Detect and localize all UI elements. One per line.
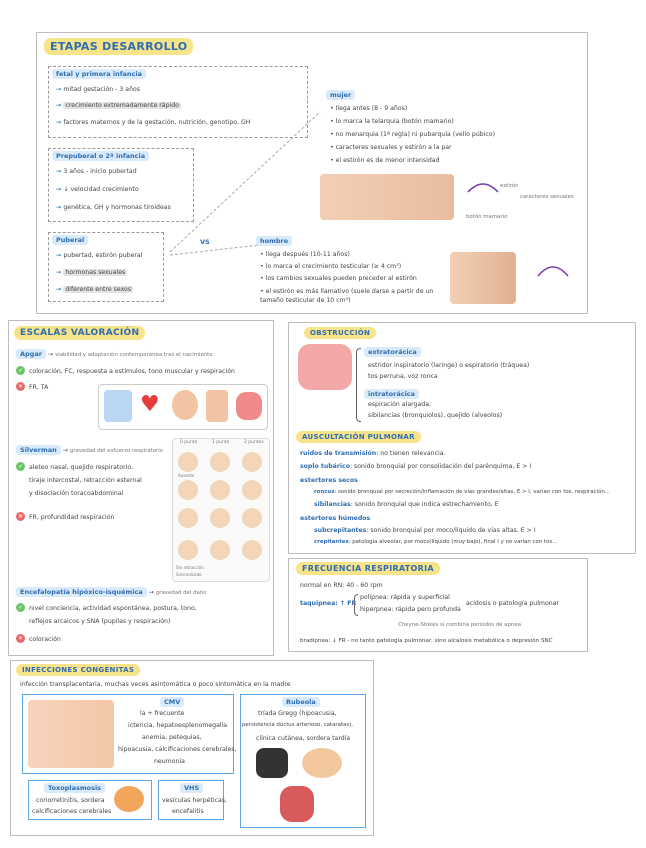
mujer-item: • lo marca la telarquia (botón mamario) [330, 118, 454, 125]
frecuencia-polipnea: polipnea: rápida y superficial [360, 594, 450, 601]
silverman-cell [178, 480, 198, 500]
intratoracica-label: intratorácica [364, 389, 419, 399]
silverman-ok: tiraje intercostal, retracción esternal [29, 477, 142, 484]
cmv-item: neumonía [154, 758, 185, 765]
ausc-line: soplo tubárico: sonido bronquial por consolidación del parénquima, E > I [300, 463, 532, 470]
ausc-line: roncus: sonido bronquial por secreción/inflamación de vías grandes/altas, E > I, varían con tos, respiración... [314, 489, 610, 495]
silverman-cell [242, 508, 262, 528]
heart-icon: ♥ [140, 392, 160, 417]
silverman-cell [210, 480, 230, 500]
obstruccion-title: OBSTRUCCIÓN [304, 327, 376, 339]
encefalopatia-line: Encefalopatía hipóxico-isquémica → gravedad del daño [16, 588, 207, 596]
cmv-item: ictericia, hepatoesplenomegalia [128, 722, 228, 729]
silverman-row: Ausente [178, 473, 195, 478]
face-icon [172, 390, 198, 420]
lungs-illustration [298, 344, 352, 390]
silverman-cell [242, 480, 262, 500]
silverman-no: FR, profundidad respiración [29, 514, 115, 521]
mujer-item: • caracteres sexuales y estirón a la par [330, 144, 452, 151]
vs-label: VS [200, 238, 210, 246]
vhs-item: vesículas herpéticas, [162, 797, 227, 804]
ausc-line: sibilancias: sonido bronquial que indica estrechamiento, E [314, 501, 499, 508]
rubeola-item: persistencia ductus arterioso, cataratas), [242, 722, 353, 728]
cross-icon: ✕ [17, 635, 24, 642]
ausc-line: crepitantes: patología alveolar, por moco/líquido (muy bajo), final I y no varían con tos... [314, 539, 558, 545]
mujer-item: • no menarquia (1ª regla) ni pubarquía (vello púbico) [330, 131, 495, 138]
cmv-label: CMV [160, 697, 184, 707]
encefalopatia-ok: reflejos arcaicos y SNA (pupilas y respiración) [29, 618, 171, 625]
etapas-title: ETAPAS DESARROLLO [44, 38, 193, 55]
deaf-icon [256, 748, 288, 778]
ausc-line: subcrepitantes: sonido bronquial por moco/líquido de vías altas. E > I [314, 527, 536, 534]
cmv-item: hipoacusia, calcificaciones cerebrales, [118, 746, 237, 753]
prepuberal-item: → 3 años - inicio pubertad [56, 168, 137, 175]
toxo-item: coriorretinitis, sordera [36, 797, 105, 804]
extratoracica-item: estridor inspiratorio (laringe) o espiratorio (tráquea) [368, 362, 530, 369]
puberal-item: → diferente entre sexos [56, 286, 132, 293]
ausc-line: ruidos de transmisión: no tienen relevancia. [300, 450, 446, 457]
frecuencia-bradipnea: bradipnea: ↓ FR - no tanto patología pulmonar, sino alcalosis metabólica o depresión SNC [300, 638, 553, 644]
growth-curve-icon [466, 180, 500, 194]
puberal-item: → hormonas sexuales [56, 269, 126, 276]
infecciones-intro: infección transplacentaria, muchas veces asintomática o poco sintomática en la madre [20, 681, 291, 688]
check-icon: ✓ [17, 604, 24, 611]
hombre-item: • lo marca el crecimiento testicular (≥ 4 cm³) [260, 263, 402, 270]
puberal-item: → pubertad, estirón puberal [56, 252, 143, 259]
silverman-cell [242, 452, 262, 472]
cross-icon: ✕ [17, 513, 24, 520]
silverman-row: Sincronizado [176, 572, 202, 577]
silverman-line: Silverman → gravedad del esfuerzo respiratorio [16, 446, 163, 454]
fetal-item: → mitad gestación - 3 años [56, 86, 140, 93]
fetal-item: → crecimiento extremadamente rápido [56, 102, 179, 109]
hombre-item: • llega después (10-11 años) [260, 251, 350, 258]
mujer-legend: botón mamario [466, 214, 508, 220]
fetal-label: fetal y primera infancia [52, 69, 146, 79]
silverman-cell [210, 540, 230, 560]
silverman-cell [210, 508, 230, 528]
rubeola-item: clínica cutánea, sordera tardía [256, 735, 351, 742]
extratoracica-label: extratorácica [364, 347, 421, 357]
prepuberal-item: → ↓ velocidad crecimiento [56, 186, 139, 193]
infant-icon [206, 390, 228, 422]
lungs-icon [236, 392, 262, 420]
rubeola-item: tríada Gregg (hipoacusia, [258, 710, 337, 717]
hombre-item: • los cambios sexuales pueden preceder al estirón [260, 275, 417, 282]
silverman-cell [178, 540, 198, 560]
female-torso-illustration [320, 174, 454, 220]
frecuencia-right: acidosis o patología pulmonar [466, 600, 559, 607]
mujer-item: • el estirón es de menor intensidad [330, 157, 440, 164]
hombre-label: hombre [256, 236, 292, 246]
bracket [356, 348, 361, 422]
frecuencia-hiperpnea: hiperpnea: rápida pero profunda [360, 606, 461, 613]
prepuberal-label: Prepuberal o 2ª infancia [52, 151, 149, 161]
extratoracica-item: tos perruna, voz ronca [368, 373, 438, 380]
apgar-no: FR, TA [29, 384, 49, 391]
ausc-line: estertores secos [300, 477, 358, 484]
silverman-cell [178, 508, 198, 528]
heart-organ-icon [280, 786, 314, 822]
ausc-line: estertores húmedos [300, 515, 371, 522]
male-torso-illustration [450, 252, 516, 304]
growth-curve-icon [536, 262, 570, 278]
silverman-row: Sin retracción [176, 565, 204, 570]
connector-lines [160, 90, 340, 270]
baby-icon [104, 390, 132, 422]
mujer-item: • llega antes (8 - 9 años) [330, 105, 408, 112]
frecuencia-normal: normal en RN: 40 - 60 rpm [300, 582, 383, 589]
auscultacion-title: AUSCULTACIÓN PULMONAR [296, 431, 421, 443]
apgar-ok: coloración, FC, respuesta a estímulos, tono muscular y respiración [29, 368, 235, 375]
encefalopatia-ok: nivel conciencia, actividad espontánea, postura, tono, [29, 605, 197, 612]
hombre-item: • el estirón es más llamativo (suele darse a partir de un tamaño testicular de 10 cm³) [260, 288, 434, 304]
fetal-item: → factores maternos y de la gestación, nutrición, genotipo, GH [56, 119, 251, 126]
silverman-cell [210, 452, 230, 472]
cross-icon: ✕ [17, 383, 24, 390]
mujer-legend: caracteres sexuales [520, 194, 574, 200]
frecuencia-taquipnea: taquipnea: ↑ FR [300, 600, 357, 607]
mujer-label: mujer [326, 90, 355, 100]
eye-illustration [114, 786, 144, 812]
eye-icon [302, 748, 342, 778]
silverman-cell [242, 540, 262, 560]
frecuencia-title: FRECUENCIA RESPIRATORIA [296, 562, 440, 575]
vhs-item: encefalitis [172, 808, 204, 815]
toxo-label: Toxoplasmosis [44, 783, 105, 793]
cmv-item: anemia, petequias, [142, 734, 202, 741]
check-icon: ✓ [17, 463, 24, 470]
escalas-title: ESCALAS VALORACIÓN [14, 326, 145, 340]
baby-liver-illustration [28, 700, 114, 768]
rubeola-label: Rubeola [282, 697, 320, 707]
silverman-col: 0 punto [180, 440, 198, 445]
intratoracica-item: sibilancias (bronquiolos), quejido (alveolos) [368, 412, 503, 419]
infecciones-title: INFECCIONES CONGÉNITAS [16, 664, 140, 676]
apgar-line: Apgar → viabilidad y adaptación contemporánea tras el nacimiento [16, 350, 213, 358]
check-icon: ✓ [17, 367, 24, 374]
toxo-item: calcificaciones cerebrales [32, 808, 112, 815]
silverman-col: 2 puntos [244, 440, 264, 445]
encefalopatia-no: coloración [29, 636, 61, 643]
prepuberal-item: → genética, GH y hormonas tiroideas [56, 204, 171, 211]
silverman-ok: aleteo nasal, quejido respiratorio, [29, 464, 134, 471]
vhs-label: VHS [180, 783, 203, 793]
intratoracica-item: espiración alargada, [368, 401, 431, 408]
cmv-item: la + frecuente [140, 710, 185, 717]
silverman-ok: y disociación toracoabdominal [29, 490, 124, 497]
bracket [354, 594, 358, 616]
silverman-cell [178, 452, 198, 472]
mujer-legend: estirón [500, 183, 519, 189]
frecuencia-cheyne: Cheyne-Stokes si combina periodos de apnea [398, 622, 522, 628]
puberal-label: Puberal [52, 235, 88, 245]
silverman-col: 1 punto [212, 440, 230, 445]
